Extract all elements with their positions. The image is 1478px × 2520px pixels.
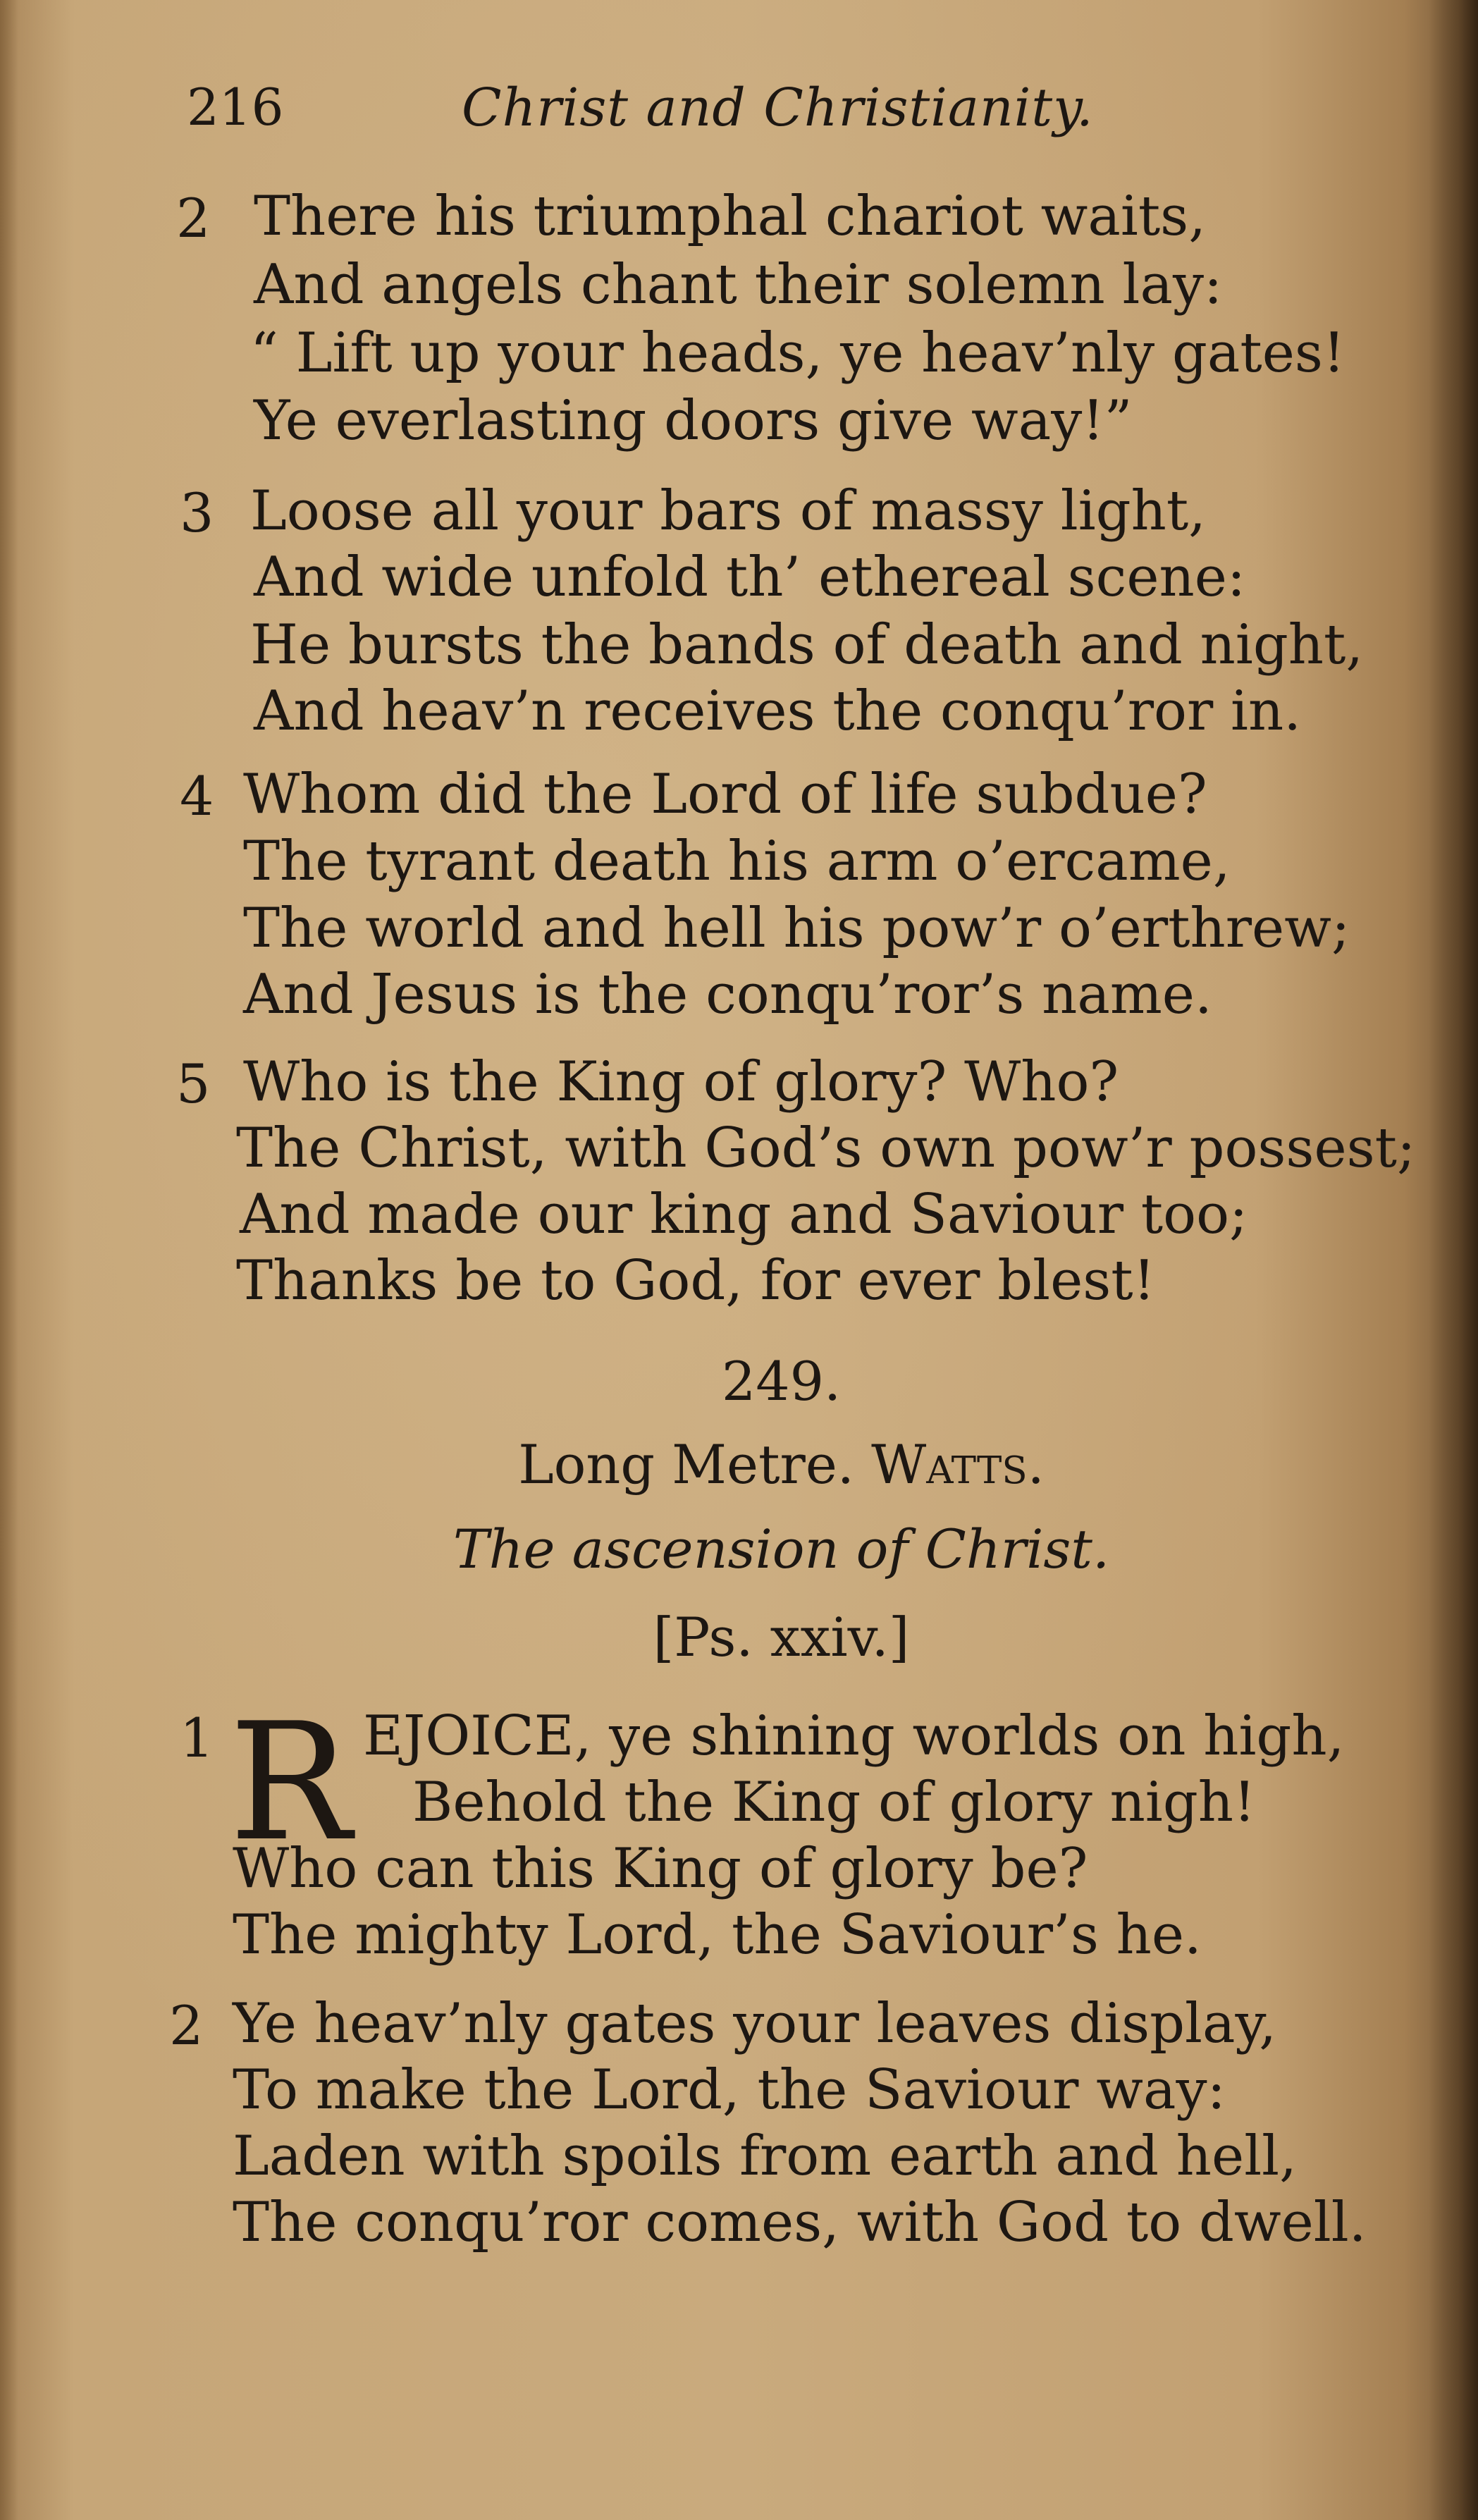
- verse-number: 5: [176, 1052, 211, 1115]
- verse-number: 1: [180, 1707, 214, 1769]
- verse-line: Ye everlasting doors give way!”: [254, 389, 1133, 453]
- verse-line: The world and hell his pow’r o’erthrew;: [243, 897, 1350, 960]
- verse-line: Who can this King of glory be?: [233, 1837, 1088, 1900]
- drop-cap: R: [229, 1689, 352, 1877]
- verse-line: He bursts the bands of death and night,: [250, 613, 1364, 677]
- verse-line: Who is the King of glory? Who?: [243, 1050, 1119, 1114]
- page-number: 216: [187, 78, 284, 137]
- verse-line: And made our king and Saviour too;: [240, 1183, 1248, 1246]
- running-title: Christ and Christianity.: [462, 78, 1094, 138]
- verse-line: The conqu’ror comes, with God to dwell.: [233, 2191, 1367, 2254]
- verse-line: Thanks be to God, for ever blest!: [236, 1249, 1155, 1313]
- verse-line: The mighty Lord, the Saviour’s he.: [233, 1903, 1202, 1967]
- verse-line: “ Lift up your heads, ye heav’nly gates!: [250, 321, 1345, 385]
- verse-number: 3: [180, 481, 214, 544]
- verse-line: There his triumphal chariot waits,: [254, 185, 1206, 248]
- hymn-number: 249.: [721, 1350, 842, 1413]
- verse-line: Behold the King of glory nigh!: [412, 1771, 1256, 1834]
- verse-line: And heav’n receives the conqu’ror in.: [254, 680, 1302, 743]
- hymn-author: Watts.: [871, 1433, 1045, 1496]
- page-header: [187, 78, 1174, 148]
- verse-line: And angels chant their solemn lay:: [254, 253, 1223, 316]
- hymn-subject: The ascension of Christ.: [452, 1518, 1110, 1580]
- verse-number: 2: [176, 187, 211, 250]
- hymn-meter-line: [0, 1433, 1478, 1496]
- verse-line: Loose all your bars of massy light,: [250, 479, 1206, 543]
- verse-line: To make the Lord, the Saviour way:: [233, 2058, 1226, 2122]
- verse-number: 2: [169, 1994, 204, 2057]
- verse-line: Laden with spoils from earth and hell,: [233, 2125, 1297, 2188]
- verse-number: 4: [180, 765, 214, 828]
- page-left-edge: [0, 0, 18, 2520]
- verse-line: Ye heav’nly gates your leaves display,: [233, 1992, 1277, 2055]
- verse-line: The Christ, with God’s own pow’r possest;: [236, 1117, 1416, 1180]
- verse-line: EJOICE, ye shining worlds on high,: [363, 1704, 1345, 1768]
- psalm-reference: [Ps. xxiv.]: [653, 1606, 910, 1668]
- verse-line: The tyrant death his arm o’ercame,: [243, 830, 1231, 893]
- hymn-meter: Long Metre.: [518, 1433, 854, 1496]
- verse-line: And Jesus is the conqu’ror’s name.: [243, 963, 1212, 1026]
- spine-shadow: [1429, 0, 1478, 2520]
- verse-line: And wide unfold th’ ethereal scene:: [254, 546, 1246, 609]
- verse-line: Whom did the Lord of life subdue?: [243, 763, 1207, 826]
